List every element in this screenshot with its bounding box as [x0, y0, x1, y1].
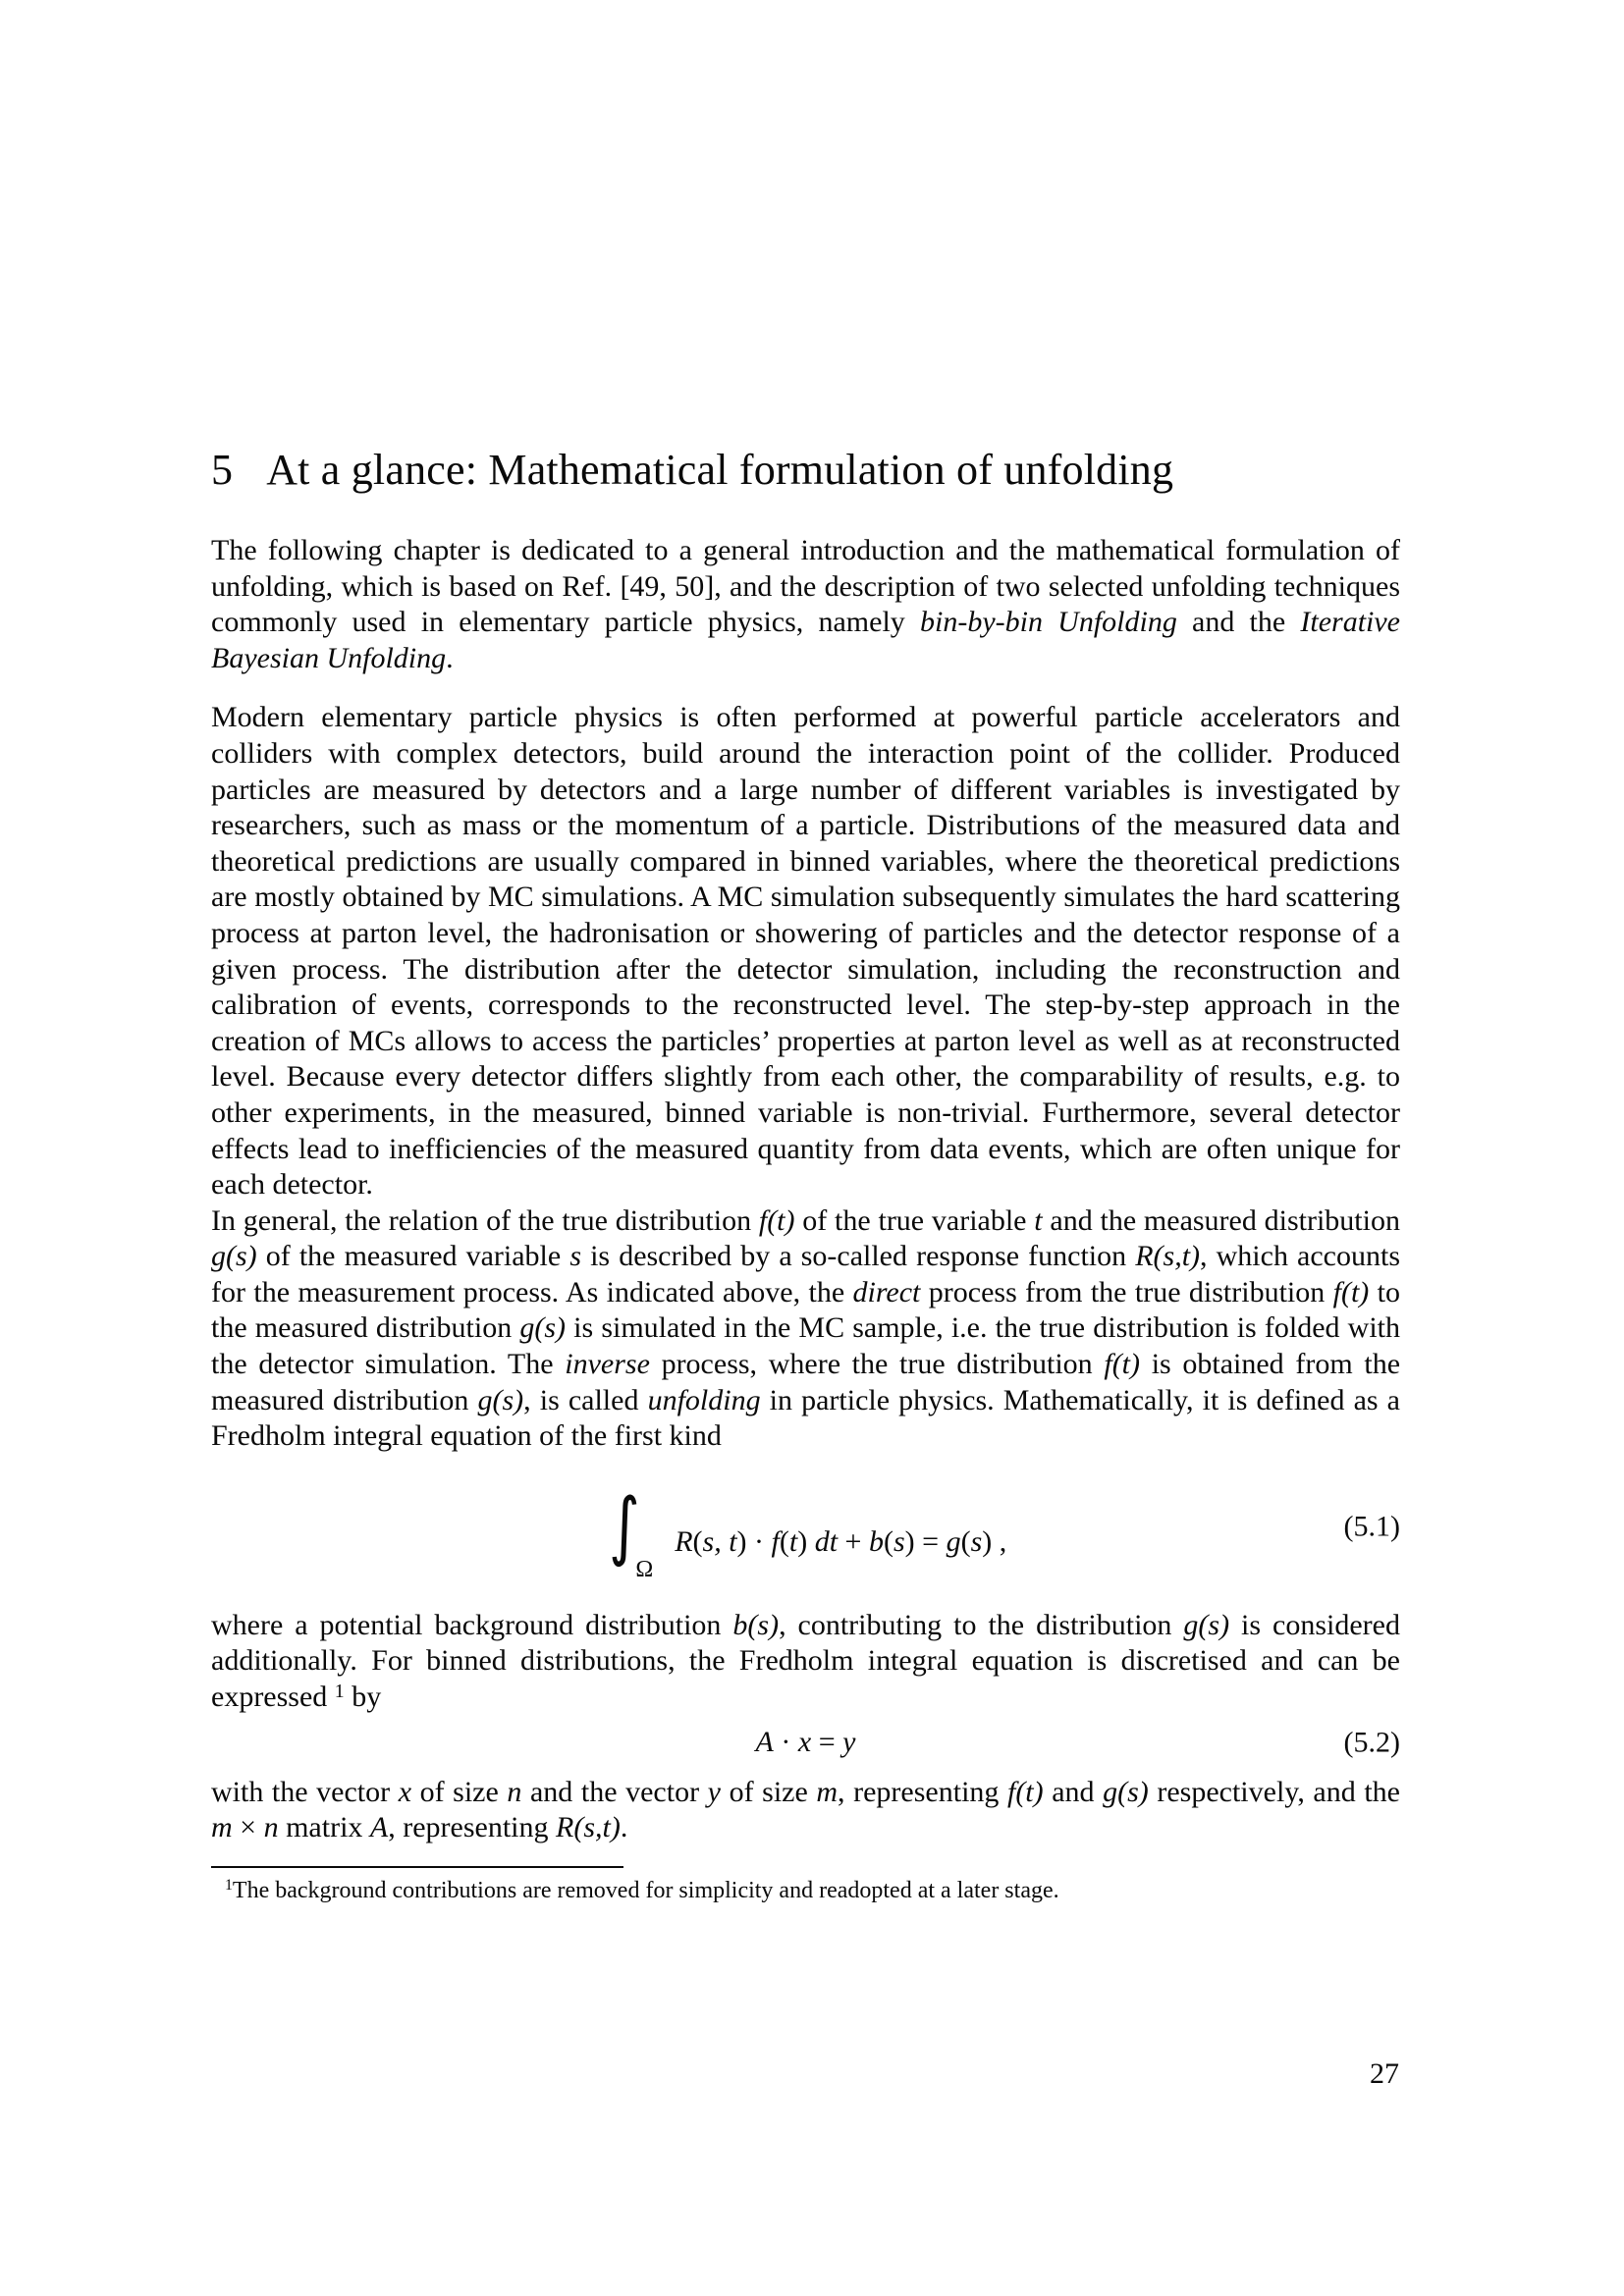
equation-fredholm — [211, 1478, 1400, 1583]
equation-fredholm-body — [605, 1481, 1007, 1583]
equation-fredholm-label: (5.1) — [1343, 1510, 1400, 1543]
section-heading — [211, 447, 1173, 494]
footnote-body: The background contributions are removed for simplicity and readopted at a later stage. — [232, 1877, 1059, 1903]
paragraph-motivation: Modern elementary particle physics is often performed at powerful particle accelerators and colliders with complex detectors, build around the interaction point of the collider. Produced particles are measured by detectors and a large number of different variables is investigated by researchers, such as mass or the momentum of a particle. Distributions of the measured data and theoretical predictions are usually compared in binned variables, where the theoretical predictions are mostly obtained by MC simulations. A MC simulation subsequently simulates the hard scattering process at parton level, the hadronisation or showering of particles and the detector response of a given process. The distribution after the detector simulation, including the reconstruction and calibration of events, corresponds to the reconstructed level. The step-by-step approach in the creation of MCs allows to access the particles’ properties at parton level as well as at reconstructed level. Because every detector differs slightly from each other, the comparability of results, e.g. to other experiments, in the measured, binned variable is non-trivial. Furthermore, several detector effects lead to inefficiencies of the measured quantity from data events, which are often unique for each detector. — [211, 701, 1400, 1201]
footnote-rule — [211, 1866, 623, 1868]
equation-matrix-label: (5.2) — [1343, 1726, 1400, 1759]
paragraph-intro: The following chapter is dedicated to a general introduction and the mathematical formulation of unfolding, which is based on Ref. [49, 50], and the description of two selected unfolding techniques commonly used in elementary particle physics, namely bin-by-bin Unfolding and the Iterative Bayesian Unfolding. — [211, 534, 1400, 674]
equation-fredholm-expression: R(s, t) · f(t) dt + b(s) = g(s) , — [675, 1525, 1007, 1559]
footnote-text — [211, 1876, 1400, 1905]
footnote — [211, 1866, 1400, 1905]
section-title: At a glance: Mathematical formulation of unfolding — [266, 446, 1174, 495]
paragraph-vectors: with the vector x of size n and the vector y of size m, representing f(t) and g(s) respectively, and the m × n matrix A, representing R(s,t). — [211, 1775, 1400, 1844]
footnote-marker: 1 — [225, 1877, 233, 1895]
section-number: 5 — [211, 446, 234, 495]
paragraph-response-function: In general, the relation of the true distribution f(t) of the true variable t and the measured distribution g(s) of the measured variable s is described by a so-called response function R(s,t), which accounts for the measurement process. As indicated above, the direct process from the true distribution f(t) to the measured distribution g(s) is simulated in the MC sample, i.e. the true distribution is folded with the detector simulation. The inverse process, where the true distribution f(t) is obtained from the measured distribution g(s), is called unfolding in particle physics. Mathematically, it is defined as a Fredholm integral equation of the first kind — [211, 1203, 1401, 1453]
page-number: 27 — [1370, 2057, 1399, 2090]
text-column — [211, 533, 1400, 1905]
equation-matrix-expression: A · x = y — [755, 1726, 856, 1759]
integral-icon — [605, 1481, 661, 1583]
integral-symbol: ∫ — [608, 1481, 640, 1570]
equation-matrix — [211, 1722, 1400, 1765]
integral-lower-limit: Ω — [635, 1557, 654, 1583]
paragraph-background: where a potential background distribution b(s), contributing to the distribution g(s) is considered additionally. For binned distributions, the Fredholm integral equation is discretised and can be expressed $^1$ by — [211, 1608, 1400, 1714]
